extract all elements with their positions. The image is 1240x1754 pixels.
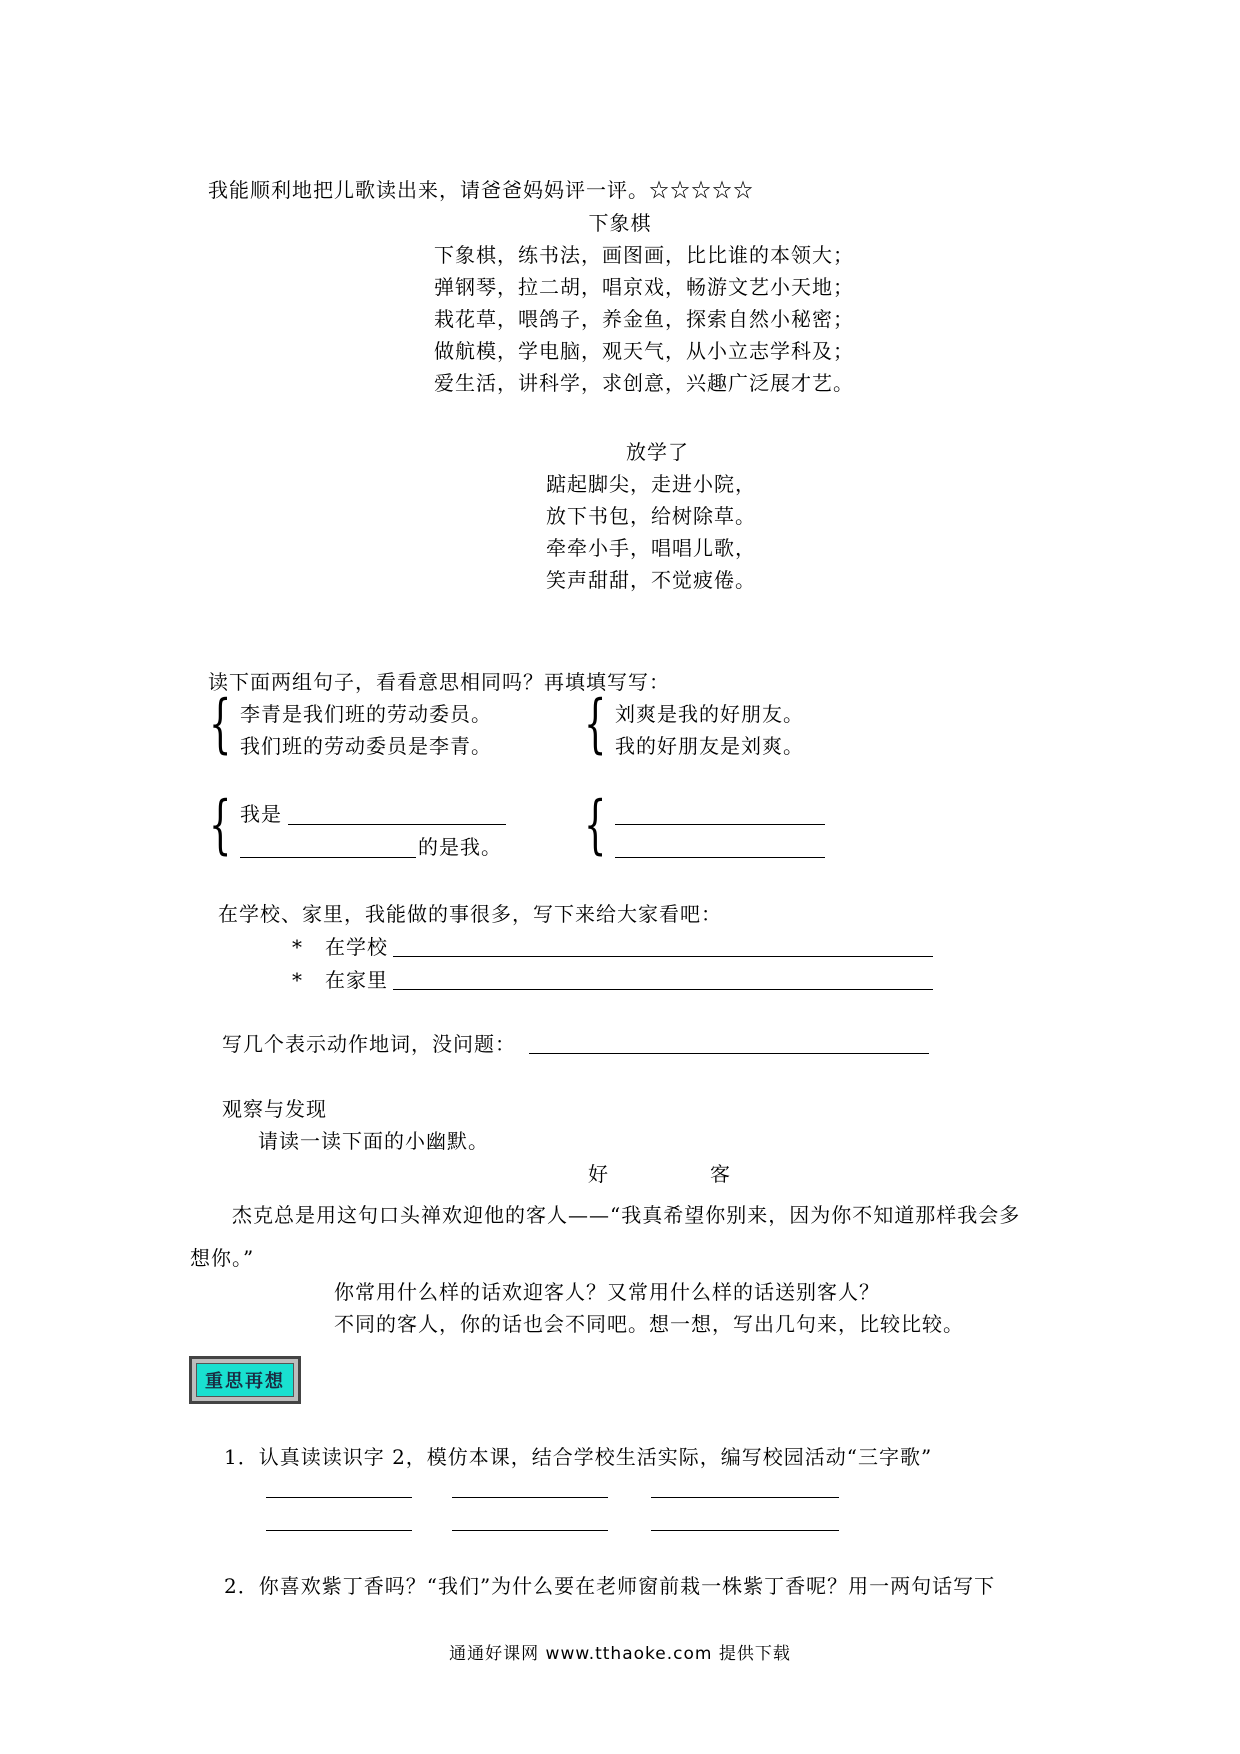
poem1-line: 下象棋，练书法，画图画，比比谁的本领大； xyxy=(434,243,854,267)
question: 你常用什么样的话欢迎客人？又常用什么样的话送别客人？ xyxy=(334,1280,880,1304)
poem1-line: 弹钢琴，拉二胡，唱京戏，畅游文艺小天地； xyxy=(434,275,854,299)
poem2-line: 笑声甜甜，不觉疲倦。 xyxy=(546,568,756,592)
fill-blank[interactable] xyxy=(615,824,825,825)
sentence: 李青是我们班的劳动委员。 xyxy=(240,702,492,726)
observe-heading: 观察与发现 xyxy=(222,1097,327,1121)
poem1-line: 栽花草，喂鸽子，养金鱼，探索自然小秘密； xyxy=(434,307,854,331)
fill-blank[interactable] xyxy=(240,857,416,858)
sentences-instruction: 读下面两组句子，看看意思相同吗？再填填写写： xyxy=(208,670,670,694)
story-title: 客 xyxy=(710,1162,731,1186)
left-brace: { xyxy=(584,788,607,862)
task-blank[interactable] xyxy=(651,1497,839,1498)
task-1: 1．认真读读识字 2，模仿本课，结合学校生活实际，编写校园活动“三字歌” xyxy=(224,1445,933,1469)
sentence: 我的好朋友是刘爽。 xyxy=(615,734,804,758)
reading-intro: 我能顺利地把儿歌读出来，请爸爸妈妈评一评。☆☆☆☆☆ xyxy=(208,178,754,202)
task-blank[interactable] xyxy=(651,1530,839,1531)
section-banner xyxy=(189,1356,301,1404)
verbs-blank[interactable] xyxy=(529,1053,929,1054)
poem1-line: 爱生活，讲科学，求创意，兴趣广泛展才艺。 xyxy=(434,371,854,395)
task-2: 2．你喜欢紫丁香吗？“我们”为什么要在老师窗前栽一株紫丁香呢？用一两句话写下 xyxy=(224,1574,996,1598)
story-text: 杰克总是用这句口头禅欢迎他的客人——“我真希望你别来，因为你不知道那样我会多 xyxy=(232,1203,1021,1227)
task-blank[interactable] xyxy=(266,1497,412,1498)
fill-blank[interactable] xyxy=(288,824,506,825)
star-bullet: * xyxy=(292,968,303,992)
task-blank[interactable] xyxy=(266,1530,412,1531)
sentence: 我们班的劳动委员是李青。 xyxy=(240,734,492,758)
school-blank[interactable] xyxy=(393,956,933,957)
star-bullet: * xyxy=(292,935,303,959)
home-label: 在家里 xyxy=(325,968,388,992)
things-instruction: 在学校、家里，我能做的事很多，写下来给大家看吧： xyxy=(218,902,722,926)
task-blank[interactable] xyxy=(452,1497,608,1498)
observe-subheading: 请读一读下面的小幽默。 xyxy=(258,1129,489,1153)
poem2-title: 放学了 xyxy=(626,440,689,464)
poem1-line: 做航模，学电脑，观天气，从小立志学科及； xyxy=(434,339,854,363)
poem1-title: 下象棋 xyxy=(588,211,652,235)
left-brace: { xyxy=(209,687,232,761)
task-blank[interactable] xyxy=(452,1530,608,1531)
verbs-prompt: 写几个表示动作地词，没问题： xyxy=(222,1032,516,1056)
fill-suffix: 的是我。 xyxy=(418,835,502,859)
poem2-line: 踮起脚尖，走进小院， xyxy=(546,472,756,496)
story-title: 好 xyxy=(588,1162,609,1186)
banner-label: 重思再想 xyxy=(196,1363,294,1397)
sentence: 刘爽是我的好朋友。 xyxy=(615,702,804,726)
left-brace: { xyxy=(209,788,232,862)
left-brace: { xyxy=(584,687,607,761)
school-label: 在学校 xyxy=(325,935,388,959)
story-text: 想你。” xyxy=(190,1246,255,1270)
fill-prefix: 我是 xyxy=(240,802,282,826)
footer-credit: 通通好课网 www.tthaoke.com 提供下载 xyxy=(449,1644,791,1664)
home-blank[interactable] xyxy=(393,989,933,990)
fill-blank[interactable] xyxy=(615,857,825,858)
poem2-line: 牵牵小手，唱唱儿歌， xyxy=(546,536,756,560)
poem2-line: 放下书包，给树除草。 xyxy=(546,504,756,528)
question: 不同的客人，你的话也会不同吧。想一想，写出几句来，比较比较。 xyxy=(334,1312,964,1336)
